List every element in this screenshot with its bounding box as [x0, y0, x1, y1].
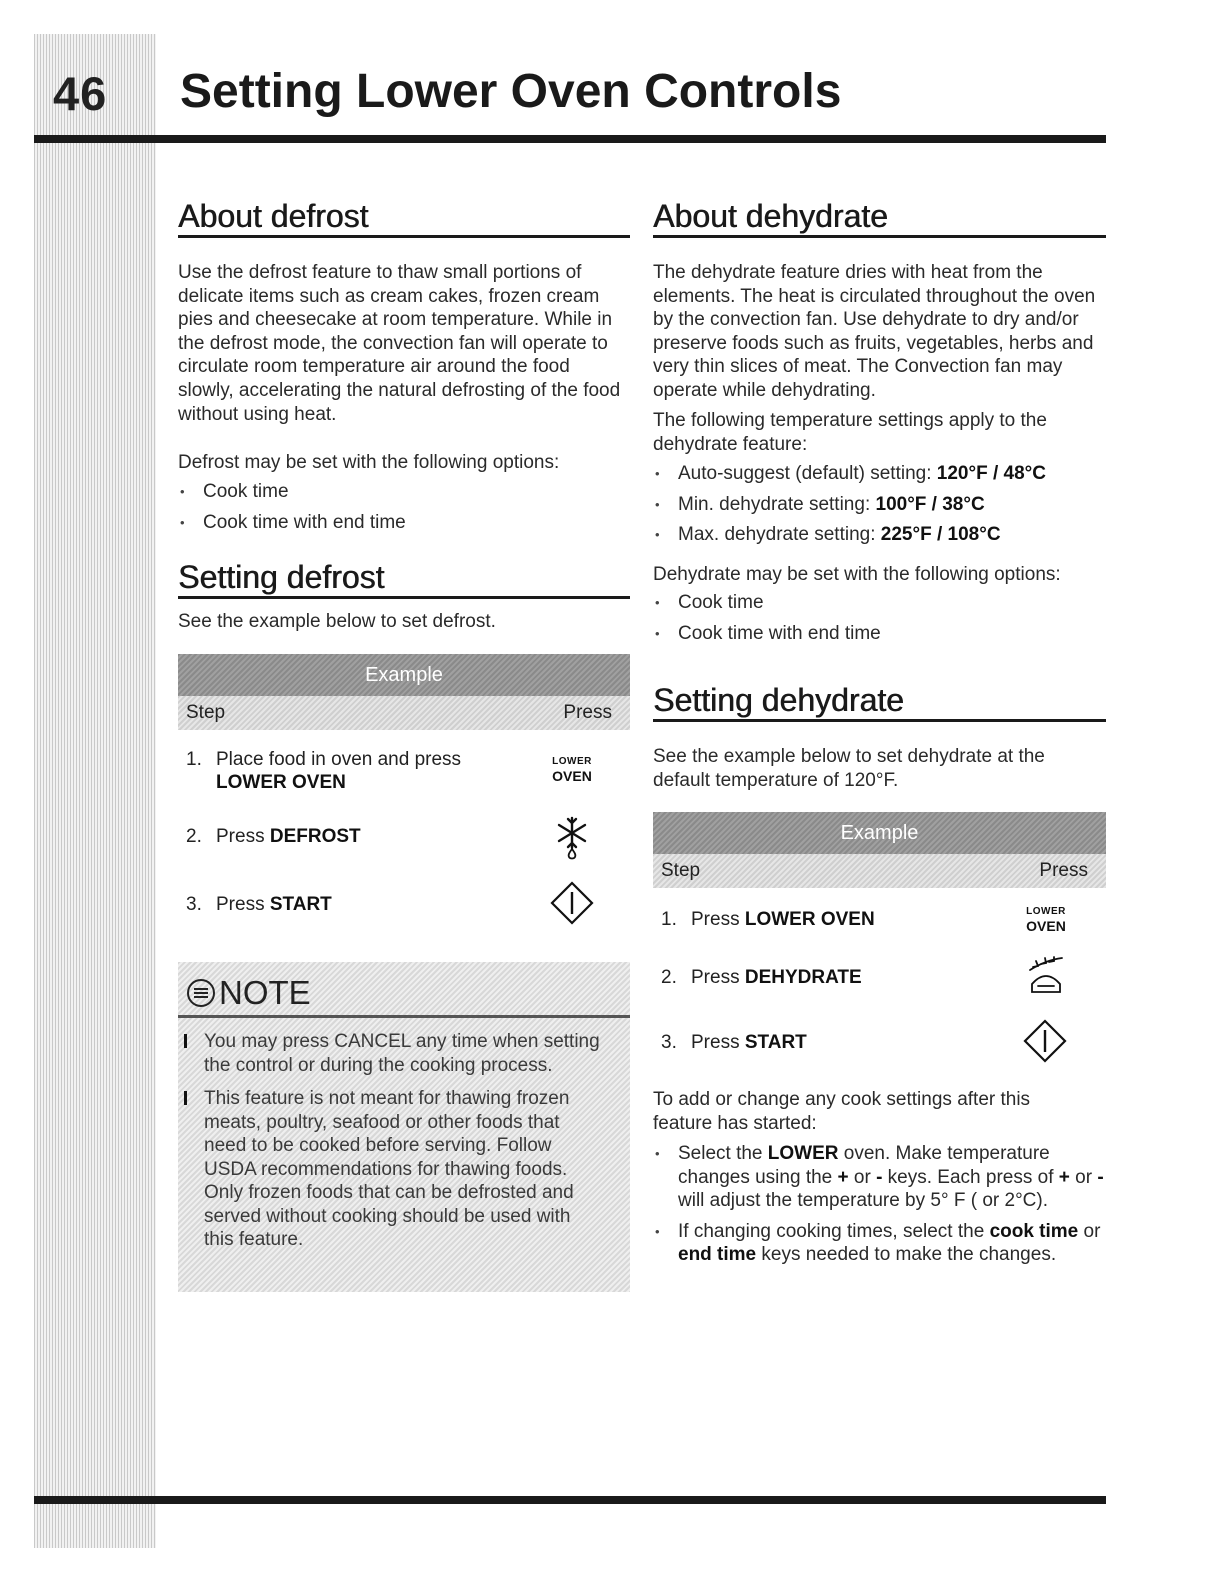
example-step-2 — [178, 825, 538, 848]
step-text: Press — [691, 967, 745, 988]
text: or — [848, 1166, 877, 1188]
example-step-1 — [178, 748, 538, 794]
temp-label: Max. dehydrate setting: — [678, 524, 881, 546]
key-label-line1: LOWER — [1026, 906, 1066, 917]
start-diamond-icon — [549, 880, 595, 926]
setting-dehydrate-intro: See the example below to set dehydrate at the default temperature of 120°F. — [653, 746, 1045, 791]
about-dehydrate-paragraph: The dehydrate feature dries with heat from the elements. The heat is circulated throughout the oven by the convection fan. Use dehydrate to dry and/or preserve foods such as fruits, vegetables, herbs and very thin slices of meat. The Convection fan may operate while dehydrating. — [653, 262, 1096, 401]
step-column-label: Step — [186, 702, 226, 723]
example-step-2 — [653, 966, 1013, 989]
press-column-label: Press — [563, 702, 612, 723]
decorative-sidebar — [34, 34, 156, 1548]
note-icon — [186, 978, 216, 1008]
list-item: This feature is not meant for thawing frozen meats, poultry, seafood or other foods that need to be cooked before serving. Follow USDA recommendations for thawing foods. Only frozen foods that can be defrosted and served without cooking should be used with this feature. — [182, 1087, 602, 1252]
step-column-label: Step — [661, 860, 701, 881]
step-text: Press — [691, 1032, 745, 1053]
step-number: 3. — [186, 894, 202, 915]
list-item — [655, 493, 1105, 517]
note-heading — [186, 974, 311, 1012]
about-defrost-paragraph: Use the defrost feature to thaw small portions of delicate items such as cream cakes, frozen cream pies and cheesecake at room temperature. While in the defrost mode, the convection fan will operate to circulate room temperature air around the food slowly, accelerating the natural defrosting of the food without using heat. — [178, 262, 621, 425]
text: Select the — [678, 1143, 768, 1164]
text: or — [1078, 1220, 1101, 1242]
lower-oven-key — [1018, 904, 1074, 934]
defrost-snowflake-icon — [552, 814, 592, 860]
step-text: Press — [691, 909, 745, 930]
title-rule — [34, 135, 1106, 143]
list-item: • Cook time with end time — [180, 511, 630, 535]
step-key-name: START — [269, 894, 332, 915]
temp-value: 100°F / 38°C — [875, 493, 985, 515]
key-label-line1: LOWER — [552, 756, 592, 767]
temp-label: Auto-suggest (default) setting: — [678, 463, 937, 484]
example-step-3 — [178, 893, 538, 916]
note-list — [182, 1030, 602, 1262]
temp-value: 225°F / 108°C — [880, 524, 1001, 546]
lower-oven-key — [544, 754, 600, 784]
text: keys. Each press of — [882, 1166, 1059, 1188]
key-label-line2: OVEN — [1026, 918, 1066, 934]
list-item — [655, 1142, 1110, 1213]
step-number: 3. — [661, 1032, 677, 1053]
start-diamond-icon — [1022, 1018, 1068, 1064]
list-item: • Cook time with end time — [655, 622, 1105, 646]
note-rule — [178, 1015, 630, 1018]
list-item: • Cook time — [655, 591, 1105, 615]
step-key-name: LOWER OVEN — [744, 909, 875, 930]
step-key-name: START — [744, 1032, 807, 1053]
defrost-options-list — [180, 480, 630, 541]
note-title: NOTE — [219, 974, 311, 1011]
step-number: 1. — [186, 749, 202, 770]
list-item: You may press CANCEL any time when setting the control or during the cooking process. — [182, 1030, 602, 1077]
dehydrate-options-intro: Dehydrate may be set with the following options: — [653, 564, 1061, 585]
text: oven. Make temperature changes using the — [678, 1143, 1050, 1188]
step-key-name: DEFROST — [269, 826, 361, 847]
dehydrate-options-list — [655, 591, 1105, 652]
text-bold: + — [837, 1166, 849, 1188]
defrost-options-intro: Defrost may be set with the following options: — [178, 452, 560, 473]
step-number: 2. — [186, 826, 202, 847]
text-bold: end time — [678, 1244, 757, 1266]
setting-dehydrate-heading: Setting dehydrate — [653, 681, 1106, 722]
after-start-intro: To add or change any cook settings after this feature has started: — [653, 1089, 1031, 1134]
example-header: Example — [653, 812, 1106, 854]
temp-value: 120°F / 48°C — [936, 463, 1046, 484]
key-label-line2: OVEN — [552, 768, 592, 784]
text: will adjust the temperature by 5° F ( or 2°C). — [678, 1190, 1048, 1212]
text: or — [1069, 1166, 1098, 1188]
text-bold: - — [876, 1166, 883, 1188]
step-text: Place food in oven and press — [216, 749, 462, 770]
note-box — [178, 962, 630, 1292]
text-bold: - — [1097, 1166, 1104, 1188]
page-number: 46 — [53, 67, 108, 120]
text-bold: + — [1058, 1166, 1070, 1188]
list-item — [655, 523, 1105, 547]
about-dehydrate-heading: About dehydrate — [653, 197, 1106, 238]
text: keys needed to make the changes. — [756, 1244, 1057, 1266]
example-column-headers — [178, 696, 630, 730]
step-key-name: DEHYDRATE — [744, 967, 862, 988]
list-item: • Cook time — [180, 480, 630, 504]
step-key-name: LOWER OVEN — [216, 772, 346, 793]
dehydrate-icon — [1024, 956, 1068, 996]
after-start-list — [655, 1142, 1110, 1274]
temp-label: Min. dehydrate setting: — [678, 493, 876, 515]
dehydrate-example-table — [653, 812, 1106, 888]
step-number: 2. — [661, 967, 677, 988]
text: If changing cooking times, select the — [678, 1220, 990, 1242]
setting-defrost-heading: Setting defrost — [178, 558, 630, 599]
page-title: Setting Lower Oven Controls — [180, 65, 842, 118]
about-defrost-heading: About defrost — [178, 197, 630, 238]
example-step-3 — [653, 1031, 1013, 1054]
step-text: Press — [216, 894, 270, 915]
text-bold: LOWER — [767, 1143, 839, 1164]
dehydrate-temps-intro: The following temperature settings apply to the dehydrate feature: — [653, 410, 1047, 455]
example-header: Example — [178, 654, 630, 696]
dehydrate-temps-list — [655, 462, 1105, 554]
text-bold: cook time — [989, 1220, 1079, 1242]
bottom-rule — [34, 1496, 1106, 1504]
setting-defrost-intro: See the example below to set defrost. — [178, 611, 496, 632]
example-step-1 — [653, 908, 1013, 931]
step-text: Press — [216, 826, 270, 847]
step-number: 1. — [661, 909, 677, 930]
defrost-example-table — [178, 654, 630, 730]
press-column-label: Press — [1039, 860, 1088, 881]
example-column-headers — [653, 854, 1106, 888]
list-item — [655, 462, 1105, 486]
list-item — [655, 1220, 1110, 1267]
